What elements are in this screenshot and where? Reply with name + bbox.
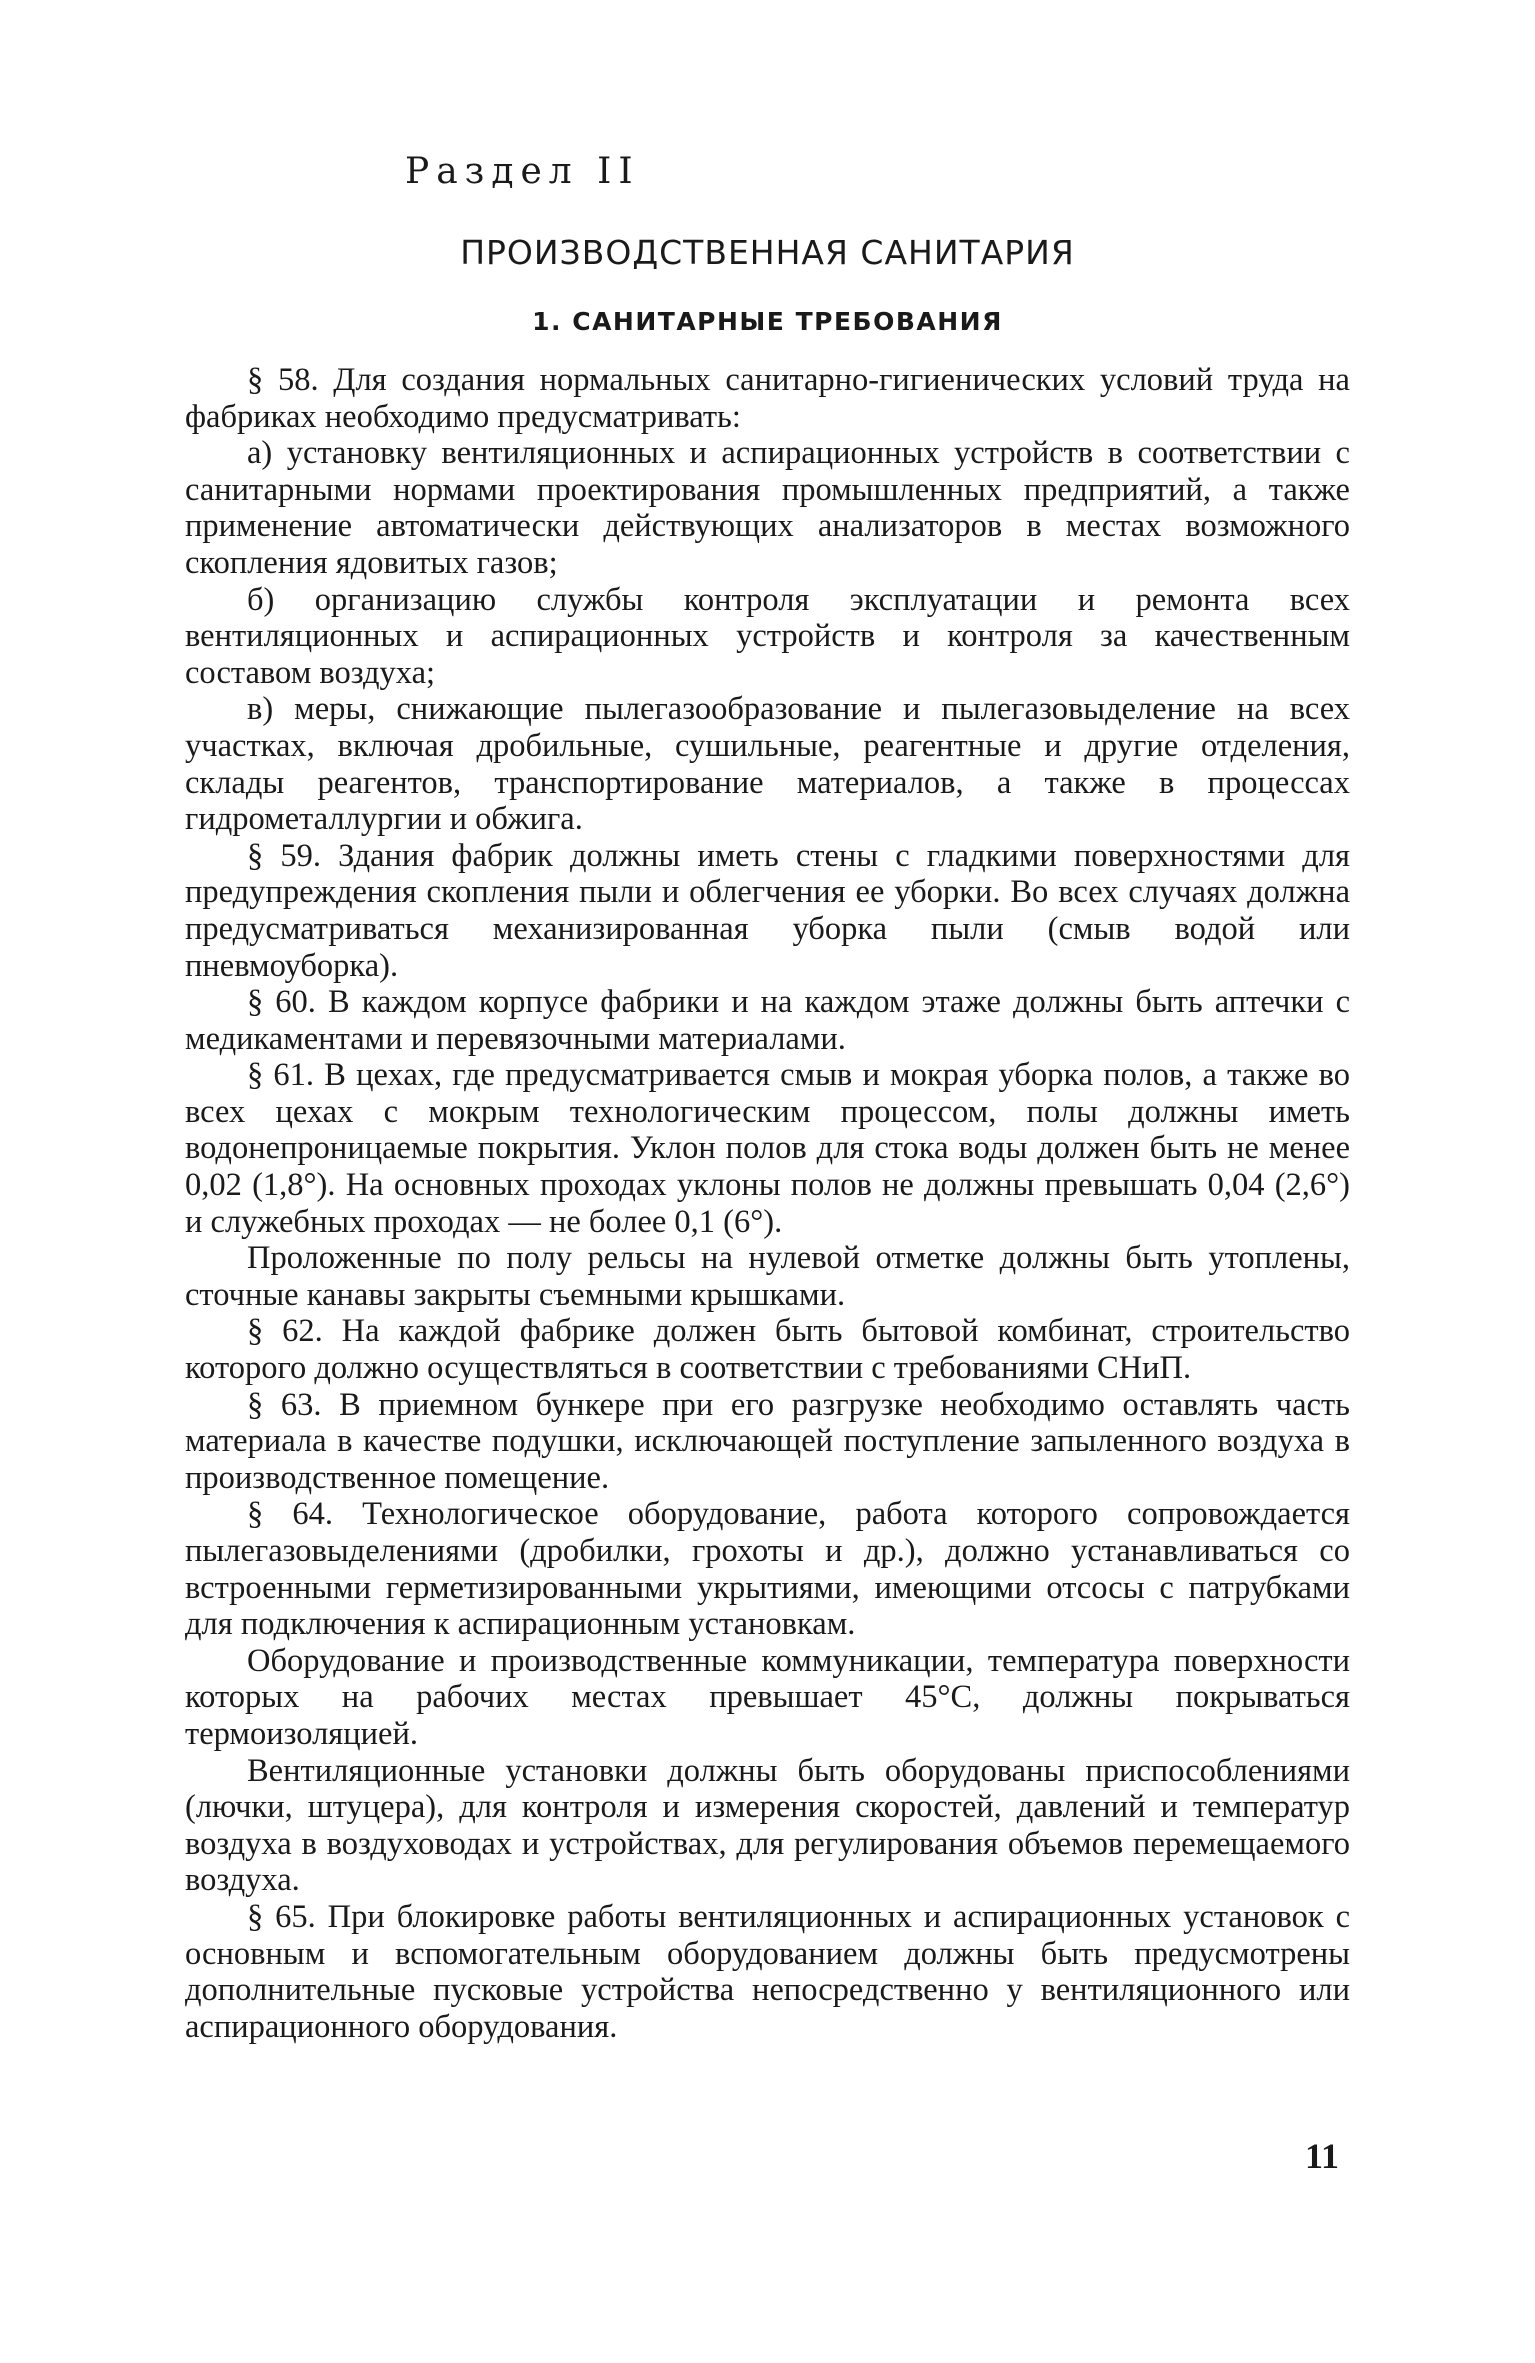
paragraph-58-a: а) установку вентиляционных и аспирационных устройств в соответствии с санитарными нормами проектирования промышленных предприятий, а также применение автоматически действующих анализаторов в местах возможного скопления ядовитых газов; xyxy=(185,435,1350,581)
document-page xyxy=(185,150,1350,2045)
section-label: Раздел II xyxy=(405,151,640,192)
paragraph-60: § 60. В каждом корпусе фабрики и на каждом этаже должны быть аптечки с медикаментами и перевязочными материалами. xyxy=(185,984,1350,1057)
paragraph-64-insulation: Оборудование и производственные коммуникации, температура поверхности которых на рабочих местах превышает 45°С, должны покрываться термоизоляцией. xyxy=(185,1642,1350,1752)
paragraph-62: § 62. На каждой фабрике должен быть бытовой комбинат, строительство которого должно осуществляться в соответствии с требованиями СНиП. xyxy=(185,1313,1350,1387)
paragraph-58: § 58. Для создания нормальных санитарно-гигиенических условий труда на фабриках необходимо предусматривать: xyxy=(185,362,1350,435)
paragraph-64: § 64. Технологическое оборудование, работа которого сопровождается пылегазовыделениями (дробилки, грохоты и др.), должно устанавливаться со встроенными герметизированными укрытиями, имеющими отсосы с патрубками для подключения к аспирационным установкам. xyxy=(185,1496,1350,1643)
paragraph-64-ventilation: Вентиляционные установки должны быть оборудованы приспособлениями (лючки, штуцера), для контроля и измерения скоростей, давлений и температур воздуха в воздуховодах и устройствах, для регулирования объемов перемещаемого воздуха. xyxy=(185,1752,1350,1899)
page-number: 11 xyxy=(1305,2136,1340,2176)
paragraph-58-b: б) организацию службы контроля эксплуатации и ремонта всех вентиляционных и аспирационных устройств и контроля за качественным составом воздуха; xyxy=(185,581,1350,691)
paragraph-58-c: в) меры, снижающие пылегазообразование и пылегазовыделение на всех участках, включая дробильные, сушильные, реагентные и другие отделения, склады реагентов, транспортирование материалов, а также в процессах гидрометаллургии и обжига. xyxy=(185,691,1350,838)
subsection-title: 1. САНИТАРНЫЕ ТРЕБОВАНИЯ xyxy=(532,307,1003,336)
paragraph-63: § 63. В приемном бункере при его разгрузке необходимо оставлять часть материала в качестве подушки, исключающей поступление запыленного воздуха в производственное помещение. xyxy=(185,1386,1350,1496)
paragraph-65: § 65. При блокировке работы вентиляционных и аспирационных установок с основным и вспомогательным оборудованием должны быть предусмотрены дополнительные пусковые устройства непосредственно у вентиляционного или аспирационного оборудования. xyxy=(185,1898,1350,2045)
paragraph-59: § 59. Здания фабрик должны иметь стены с гладкими поверхностями для предупреждения скопления пыли и облегчения ее уборки. Во всех случаях должна предусматриваться механизированная уборка пыли (смыв водой или пневмоуборка). xyxy=(185,837,1350,984)
paragraph-61: § 61. В цехах, где предусматривается смыв и мокрая уборка полов, а также во всех цехах с мокрым технологическим процессом, полы должны иметь водонепроницаемые покрытия. Уклон полов для стока воды должен быть не менее 0,02 (1,8°). На основных проходах уклоны полов не должны превышать 0,04 (2,6°) и служебных проходах — не более 0,1 (6°). xyxy=(185,1057,1350,1240)
section-title: ПРОИЗВОДСТВЕННАЯ САНИТАРИЯ xyxy=(460,233,1075,272)
paragraph-61-rails: Проложенные по полу рельсы на нулевой отметке должны быть утоплены, сточные канавы закрыты съемными крышками. xyxy=(185,1240,1350,1313)
